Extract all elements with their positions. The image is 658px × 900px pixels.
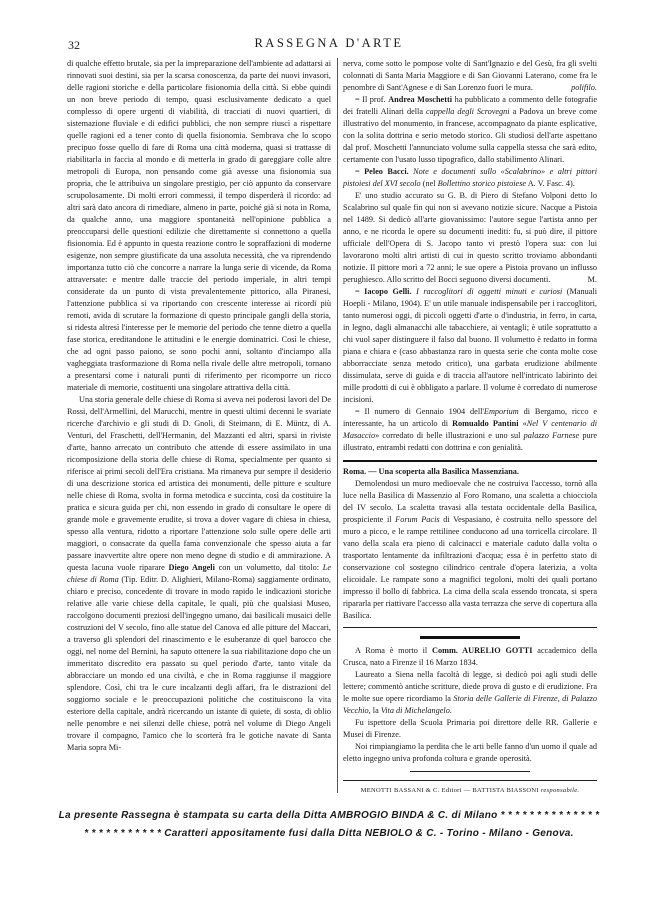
author-name: Iacopo Gelli. <box>364 287 412 296</box>
imprint-role: responsabile. <box>540 787 580 794</box>
text-run: A Roma è morto il <box>355 646 428 655</box>
review-moschetti <box>343 94 597 166</box>
review-bacci-body <box>343 190 597 286</box>
section-divider <box>343 627 597 628</box>
obituary <box>343 645 597 765</box>
place-title: Forum Pacis <box>395 515 440 524</box>
right-paragraph-1 <box>343 58 597 94</box>
obituary-paragraph-1 <box>343 645 597 669</box>
text-run: = Il prof. <box>355 95 386 104</box>
author-name: Diego Angeli <box>168 563 215 572</box>
text-run: = <box>355 287 360 296</box>
text-run: « <box>522 419 527 428</box>
work-title: Vita di Michelangelo. <box>380 706 452 715</box>
text-run: Laureato a Siena nella facoltà di legge, si dedicò poi agli studi delle lettere; commentò antiche scritture, diede prova di gusto e di erudizione. Fra le molte sue opere ricordiamo la <box>343 670 597 703</box>
journal-title: Emporium <box>483 407 519 416</box>
left-paragraph-1: di qualche effetto brutale, sia per la impreparazione dell'ambiente ad adattarsi ai rinnovati suoi destini, sia per la scarsa conoscenza, da parte dei nuovi invasori, delle ragioni storiche e della particolare fisionomia della città. Si ebbe quindi un non breve periodo di tempo, quasi esclusivamente dedicato a quel complesso di opere urgenti di viabilità, di tracciati di nuovi quartieri, di sistemazione fluviale e di edifici pubblici, che non sempre riuscì a rispettare quelle ragioni ed a tener conto di quella fisionomia. Sembrava che lo scopo precipuo fosse quello di fare di Roma una città moderna, quasi si trattasse di riabilitarla in faccia al mondo e di metterla in grado di gareggiare colle altre metropoli di Europa, non pensando come già avesse una fisionomia sua propria, che le attribuiva un singolare prestigio, per ciò appunto da conservare scrupolosamente. Di molti errori commessi, il tempo disperderà il ricordo: ad altri sarà dato ancora di rimediare, almeno in parte, poiché già si nota in Roma, da qualche anno, una maggiore spontaneità nell'opinione pubblica a preoccuparsi delle questioni edilizie che direttamente si connettono a quella fisionomia. Ed è appunto in questa reazione contro le sopraffazioni di moderne esigenze, non sempre giustificate da una assoluta necessità, che va riprendendo importanza tutto ciò che concorre a narrare la lunga serie di vicende, da Roma attraversate: e mentre dalle traccie del periodo imperiale, in altri tempi considerate da un punto di vista prevalentemente pittorico, alla Piranesi, l'attenzione pubblica si va riportando con crescente interesse ai ricordi più remoti, avida di scrutare la formazione di questo principale gangli della storia, si ridesta altresì l'interesse per le memorie del periodo che tenne dietro a quella fase storica, ereditandone le attitudini e le energie dominatrici. Così le chiese, che ad ogni passo paiono, se sono pochi anni, soltanto d'inciampo alla vagheggiata trasformazione di Roma nella rivale delle altre metropoli, tornano a presentarsi come i naturali punti di riferimento per ricomporre un ricco materiale di memorie, costituenti una singolare attrattiva della città. <box>67 59 331 392</box>
review-bacci <box>343 166 597 190</box>
column-divider <box>337 58 338 793</box>
printer-note-typefaces: * * * * * * * * * * * Caratteri appositamente fusi dalla Ditta NEBIOLO & C. - Torino - Milano - Genova. <box>84 828 574 839</box>
book-title: Le chiese di Roma <box>67 563 331 584</box>
text-run: di Vespasiano, è costruita nello spessore del muro a picco, e le rampe rettilinee conducono ad una torricella circolare. Il vano della scala era pieno di calcinacci e materiale caduto dalla volta o trasportato lentamente da infiltrazioni d'acqua; essa è in perfetto stato di conservazione col sostegno cilindrico centrale d'opera laterizia, a volta elicoidale. Le rampate sono a magnifici tegoloni, molti dei quali portano impresso il bollo di fabbrica. La cima della scala essendo troncata, si spera ripararla per riattivare l'accesso alla vasta terrazza che serve di copertura alla Basilica. <box>343 515 597 620</box>
text-run: ha pubblicato a commento delle fotografie dei fratelli Alinari della <box>343 95 598 116</box>
imprint-rule <box>343 780 597 781</box>
news-heading-text: Roma. — Una scoperta alla Basilica Massenziana. <box>343 467 519 476</box>
page-number: 32 <box>68 38 80 52</box>
text-run: nerva, come sotto le pompose volte di Sant'Ignazio e del Gesù, fra gli svelti colonnati di Santa Maria Maggiore e di San Giovanni Laterano, come fra le penombre di Sant'Agnese e di San Lorenzo fuori le mura. <box>343 59 597 92</box>
work-title: Storia delle Gallerie di Firenze, di Palazzo Vecchio, <box>343 694 598 715</box>
review-gelli <box>343 286 597 406</box>
text-run: Una storia generale delle chiese di Roma si aveva nei poderosi lavori del De Rossi, dell'Armellini, del Marucchi, mentre in questi ultimi decenni le svariate ricerche d'archivio e gli studi di D. Gnoli, di Steimann, di E. Müntz, di A. Venturi, del Fraschetti, dell'Hermanin, del Mazzanti ed altri, sparsi in riviste d'arte, hanno arrecato un contributo che attende di essere assimilato in una ricomposizione della storia delle chiese di Roma, specialmente per quanto si riferisce ai primi secoli dell'Era cristiana. Ma rimaneva pur sempre il desiderio di una descrizione storica ed artistica dei monumenti, delle pitture e sculture nelle chiese di Roma, svolta in forma metodica e succinta, così da costituire la pratica e sicura guida per chi, non essendo in grado di consultare le opere di grande mole e gravemente erudite, si trova a dover vagare di chiesa in chiesa, spesso alla ventura, ridotto a riportare l'attenzione solo sulle opere delle arti maggiori, o consacrate da quella fama convenzionale che spesso aiuta a far passare inavvertite altre opere non meno degne di studio e di ammirazione. A questa lacuna vuole riparare <box>67 395 331 572</box>
signature: M. <box>587 275 597 284</box>
printer-note-paper: La presente Rassegna è stampata su carta della Ditta AMBROGIO BINDA & C. di Milano * * * * * * * * * * * * * * <box>58 810 600 821</box>
obituary-paragraph-4: Noi rimpiangiamo la perdita che le arti belle fanno d'un uomo il quale ad eletto ingegno univa profonda coltura e grande operosità. <box>343 742 597 763</box>
obituary-paragraph-2 <box>343 669 597 717</box>
text-run: E' uno studio accurato su G. B. di Piero di Stefano Volponi detto lo Scalabrino sul quale fin qui non si avevano notizie sicure. Nacque a Pistoia nel 1489. Si dedicò all'arte giovanissimo: l'autore segue l'artista anno per anno, e ne ricorda le opere su documenti inediti: fu, si può dire, il pittore ufficiale dell'Opera di S. Jacopo tanto vi prestò l'opera sua: con lui lavorarono molti altri artisti di cui in questo scritto troviamo abbondanti notizie. Il pittore morì a 72 anni; le sue opere a Pistoia provano un influsso perughiesco. Allo scritto del Bocci seguono diversi documenti. <box>343 191 597 284</box>
running-title: RASSEGNA D'ARTE <box>254 36 404 50</box>
author-name: Romualdo Pantini <box>452 419 519 428</box>
text-run: Demolendosi un muro medioevale che ne costruiva l'accesso, tornò alla luce nella Basilica di Massenzio al Foro Romano, una scaletta a chiocciola del IV secolo. La scaletta travasi alla testata occidentale della Basilica, prospiciente il <box>343 479 597 524</box>
text-run: = Il numero di Gennaio 1904 dell' <box>355 407 484 416</box>
author-name: Andrea Moschetti <box>388 95 452 104</box>
author-name: Peleo Bacci. <box>364 167 409 176</box>
text-run: » corredato di belle illustrazioni e uno sul <box>375 431 521 440</box>
text-run: accademico della Crusca, nato a Firenze il 16 Marzo 1834. <box>343 646 598 667</box>
journal-title: Bollettino storico pistoiese <box>437 179 527 188</box>
text-run: (nel <box>422 179 436 188</box>
left-column <box>67 58 331 754</box>
imprint-divider <box>410 771 530 772</box>
left-paragraph-2 <box>67 394 331 754</box>
text-run: (Manuali Hoepli - Milano, 1904). E' un utile manuale indispensabile per i raccoglitori, tanto numerosi oggi, di piccoli oggetti d'arte o d'industria, in ferro, in carta, in legno, dagli almanacchi alle tabacchiere, ai ventagli; è utile soprattutto a chi vuol saper distinguere il falso dal buono. Il volumetto è redatto in forma piana e chiara e (caso abbastanza raro in questa serie che conta molte cose abborracciate senza metodo critico), una garbata erudizione abilmente dissimulata, serve di guida e di traccia all'autore nell'intricato labirinto dei mille prodotti di cui è obbligato a parlare. Il volume è corredato di numerose incisioni. <box>343 287 598 404</box>
signature: polifilo. <box>571 83 597 92</box>
deceased-name: Comm. AURELIO GOTTI <box>431 646 533 655</box>
review-emporium <box>343 406 597 454</box>
text-run: = <box>355 167 360 176</box>
imprint-publishers: MENOTTI BASSANI & C. Editori — BATTISTA BIASSONI <box>360 787 539 794</box>
work-title: I raccoglitori di oggetti minuti e curiosi <box>416 287 563 296</box>
work-title: Note e documenti sullo «Scalabrino» e altri pittori pistoiesi del XVI secolo <box>343 167 598 188</box>
obituary-divider <box>420 636 520 639</box>
text-run: la <box>372 706 379 715</box>
work-title: Nel V centenario di Masaccio <box>343 419 598 440</box>
text-run: a Padova un breve come illustrativo del monumento, in francese, accompagnato da piante esplicative, con la solita dottrina e serio metodo storico. Gli studiosi dell'arte aspettano dal prof. Moschetti l'annunciato volume sulla cappella stessa che sarà edito, certamente con l'usato lusso tipografico, dallo stabilimento Alinari. <box>343 107 597 164</box>
work-title: cappella degli Scrovegni <box>426 107 510 116</box>
imprint <box>343 785 597 797</box>
news-heading <box>343 466 597 478</box>
text-run: con un volumetto, dal titolo: <box>218 563 320 572</box>
obituary-paragraph-3: Fu ispettore della Scuola Primaria poi direttore delle RR. Gallerie e Musei di Firenze. <box>343 718 597 739</box>
text-run: di Bergamo, ricco e interessante, ha un articolo di <box>343 407 598 428</box>
text-run: pure illustrato, entrambi redatti con dottrina e con genialità. <box>343 431 598 452</box>
right-column <box>343 58 597 797</box>
text-run: (Tip. Editr. D. Alighieri, Milano-Roma) saggiamente ordinato, chiaro e preciso, concedente di trovare in modo rapido le indicazioni storiche relative alle varie chiese della capitale, le quali, più che qualsiasi Museo, raccolgono documenti preziosi dell'ingegno umano, dai basilicali musaici delle costruzioni del V secolo, fino alle statue del Canova ed alle pitture del Maccari, a traverso gli splendori del rinascimento e le esuberanze di quel barocco che oggi, nel nome del Bernini, ha saputo ottenere la sua riabilitazione dopo che un immeritato discredito era passato su quel periodo d'arte, tanto vitale da abbracciare un mondo ed una civiltà, e che in Roma raggiunse il maggiore splendore. Così, chi tra le cure incalzanti degli affari, fra le distrazioni del soggiorno sociale e le preoccupazioni politiche che costituiscono la vita esteriore della capitale, andrà ricercando un istante di quiete, di sosta, di oblio nelle penombre e nei silenzi delle chiese, potrà nel volume di Diego Angeli trovare il compagno, l'amico che lo scorterà fra le gotiche navate di Santa Maria sopra Mi- <box>67 575 331 752</box>
work-title: palazzo Farnese <box>523 431 580 440</box>
section-divider <box>343 460 597 462</box>
text-run: A. V. Fasc. 4). <box>527 179 575 188</box>
news-body <box>343 478 597 622</box>
